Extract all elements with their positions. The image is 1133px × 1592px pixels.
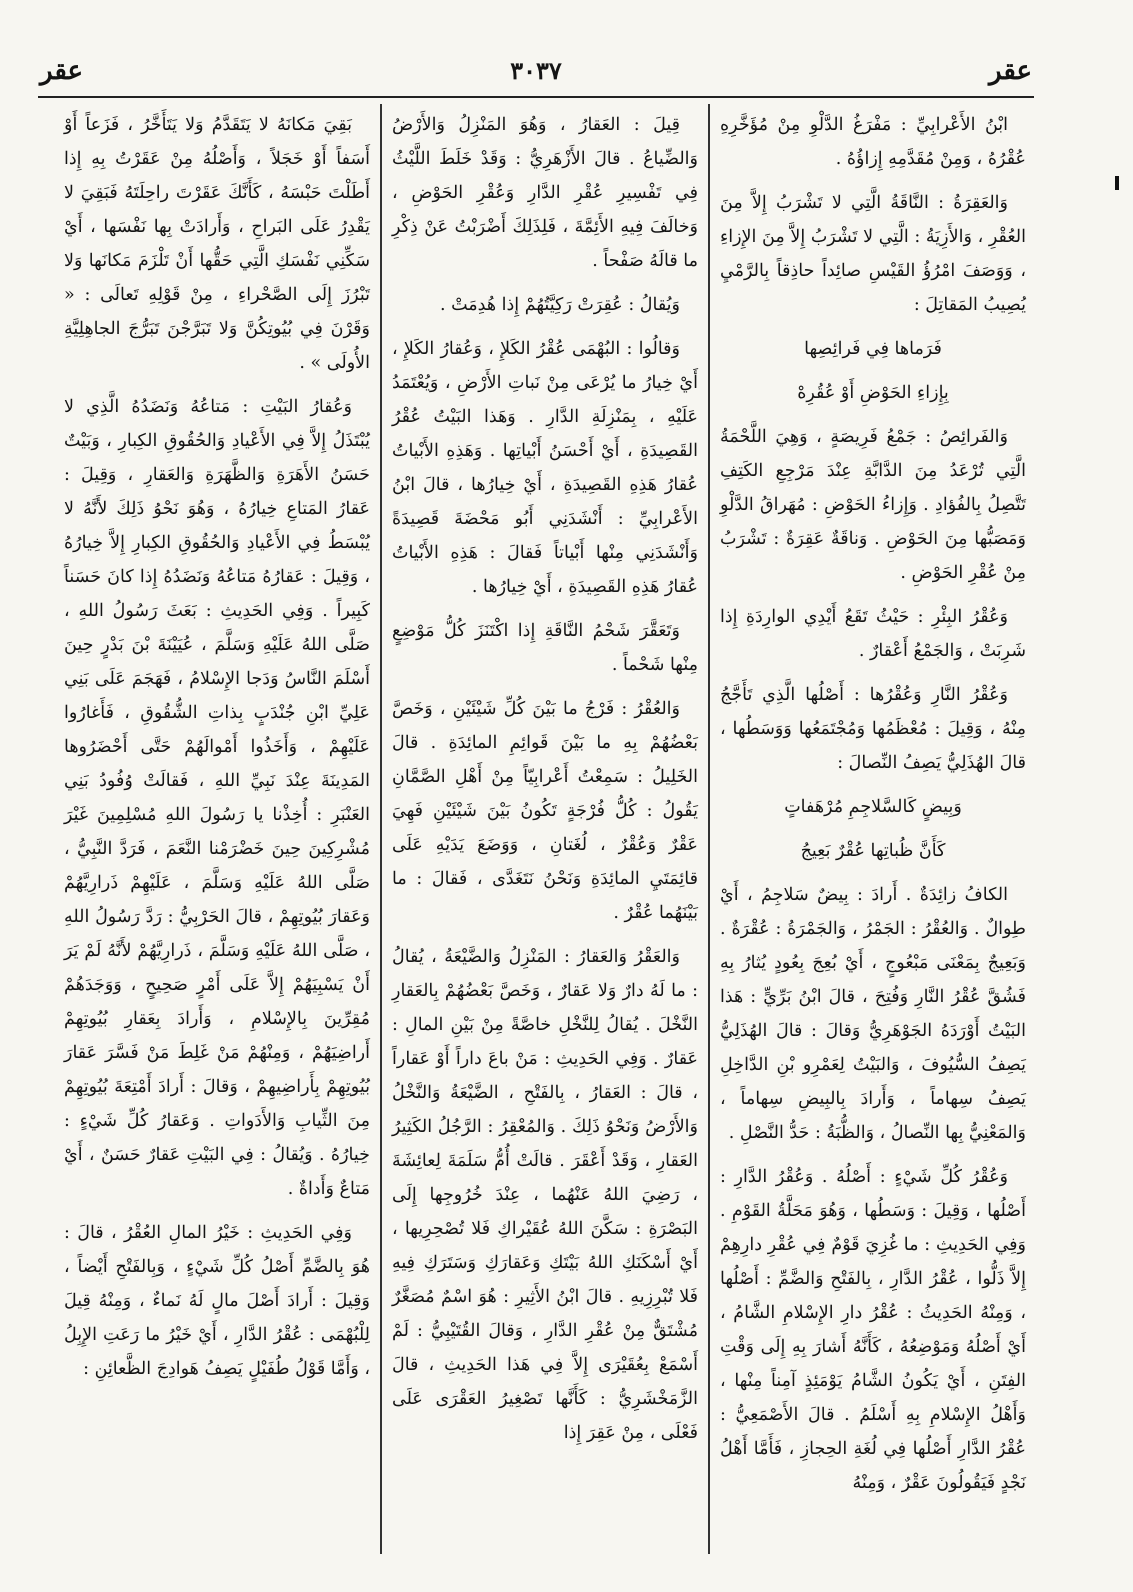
verse-line: بِإِزاءِ الحَوْضِ أَوْ عُقُرِهْ: [797, 383, 949, 403]
paragraph: وَالعَقْرُ وَالعَقارُ : المَنْزِلُ وَالضَّيْعَةُ ، يُقالُ : ما لَهُ دارٌ وَلا عَقارٌ ، وَخَصَّ بَعْضُهُمْ بِالعَقارِ النَّخْلَ . يُقالُ لِلنَّخْلِ خاصَّةً مِنْ بَيْنِ المالِ : عَقارٌ . وَفِي الحَدِيثِ : مَنْ باعَ داراً أَوْ عَقاراً ، قالَ : العَقارُ ، بِالفَتْحِ ، الضَّيْعَةُ وَالنَّخْلُ وَالأَرْضُ وَنَحْوُ ذَلِكَ . وَالمُعْقِرُ : الرَّجُلُ الكَثِيرُ العَقارِ ، وَقَدْ أَعْقَرَ . قالَتْ أُمُّ سَلَمَةَ لِعائِشَةَ ، رَضِيَ اللهُ عَنْهُما ، عِنْدَ خُرُوجِها إِلَى البَصْرَةِ : سَكَّنَ اللهُ عُقَيْراكِ فَلا تُصْحِرِيها ، أَيْ أَسْكَنَكِ اللهُ بَيْتَكِ وَعَقارَكِ وَسَتَرَكِ فِيهِ فَلا تُبْرِزِيهِ . قالَ ابْنُ الأَثِيرِ : هُوَ اسْمٌ مُصَغَّرٌ مُشْتَقٌّ مِنْ عُقْرِ الدَّارِ ، وَقالَ القُتَيْبِيُّ : لَمْ أَسْمَعْ بِعُقَيْرَى إِلاَّ فِي هَذا الحَدِيثِ ، قالَ الزَّمَخْشَرِيُّ : كَأَنَّها تَصْغِيرُ العَقْرَى عَلَى فَعْلَى ، مِنْ عَقِرَ إِذا: [392, 947, 698, 1443]
paragraph: وَالفَرائِصُ : جَمْعُ فَرِيصَةٍ ، وَهِيَ اللَّحْمَةُ الَّتِي تُرْعَدُ مِنَ الدَّابَّةِ عِنْدَ مَرْجِعِ الكَتِفِ تَتَّصِلُ بِالفُؤادِ . وَإِزاءُ الحَوْضِ : مُهَراقُ الدَّلْوِ وَمَصَبُّها مِنَ الحَوْضِ . وَناقَةٌ عَقِرَةٌ : تَشْرَبُ مِنْ عُقْرِ الحَوْضِ .: [720, 427, 1026, 583]
column-divider: [708, 104, 710, 1554]
verse-line: فَرَماها فِي فَرائِصِها: [804, 339, 942, 359]
column-left: [58, 104, 376, 1554]
paragraph: بَقِيَ مَكانَهُ لا يَتَقَدَّمُ وَلا يَتَأَخَّرُ ، فَزَعاً أَوْ أَسَفاً أَوْ خَجَلاً ، وَأَصْلُهُ مِنْ عَقَرْتُ بِهِ إِذا أَطَلْتَ حَبْسَهُ ، كَأَنَّكَ عَقَرْتَ راحِلَتَهُ فَبَقِيَ لا يَقْدِرُ عَلَى البَراحِ ، وَأَرادَتْ بِها نَفْسَها ، أَيْ سَكِّنِي نَفْسَكِ الَّتِي حَقُّها أَنْ تَلْزَمَ مَكانَها وَلا تَبْرُزَ إِلَى الصَّحْراءِ ، مِنْ قَوْلِهِ تَعالَى : « وَقَرْنَ فِي بُيُوتِكُنَّ وَلا تَبَرَّجْنَ تَبَرُّجَ الجاهِلِيَّةِ الأُولَى » .: [64, 115, 370, 373]
paragraph: الكافُ زائِدَةٌ . أَرادَ : بِيضٌ سَلاجِمُ ، أَيْ طِوالٌ . وَالعُقْرُ : الجَمْرُ ، وَالجَمْرَةُ : عُقْرَةٌ . وَبَعِيجٌ بِمَعْنَى مَبْعُوجٍ ، أَيْ بُعِجَ بِعُودٍ يُثارُ بِهِ فَشُقَّ عُقْرُ النَّارِ وَفُتِحَ ، قالَ ابْنُ بَرِّيٍّ : هَذا البَيْتُ أَوْرَدَهُ الجَوْهَرِيُّ وَقالَ : قالَ الهُذَلِيُّ يَصِفُ السُّيُوفَ ، وَالبَيْتُ لِعَمْرِو بْنِ الدَّاخِلِ يَصِفُ سِهاماً ، وَأَرادَ بِالبِيضِ سِهاماً ، وَالمَعْنِيُّ بِها النِّصالُ ، وَالظُّبَةُ : حَدُّ النَّصْلِ .: [720, 885, 1026, 1143]
column-middle: [386, 104, 704, 1554]
paragraph: وَعُقارُ البَيْتِ : مَتاعُهُ وَنَضَدُهُ الَّذِي لا يُبْتَذَلُ إِلاَّ فِي الأَعْيادِ وَالحُقُوقِ الكِبارِ ، وَبَيْتٌ حَسَنُ الأَهَرَةِ وَالظَّهَرَةِ وَالعَقارِ ، وَقِيلَ : عَقارُ المَتاعِ خِيارُهُ ، وَهُوَ نَحْوُ ذَلِكَ لأَنَّهُ لا يُبْسَطُ فِي الأَعْيادِ وَالحُقُوقِ الكِبارِ إِلاَّ خِيارُهُ ، وَقِيلَ : عَقارُهُ مَتاعُهُ وَنَضَدُهُ إِذا كانَ حَسَناً كَبِيراً . وَفِي الحَدِيثِ : بَعَثَ رَسُولُ اللهِ ، صَلَّى اللهُ عَلَيْهِ وَسَلَّمَ ، عُيَيْنَةَ بْنَ بَدْرٍ حِينَ أَسْلَمَ النَّاسُ وَدَجا الإِسْلامُ ، فَهَجَمَ عَلَى بَنِي عَلِيِّ ابْنِ جُنْدَبٍ بِذاتِ الشُّقُوقِ ، فَأَغارُوا عَلَيْهِمْ ، وَأَخَذُوا أَمْوالَهُمْ حَتَّى أَحْضَرُوها المَدِينَةَ عِنْدَ نَبِيِّ اللهِ ، فَقالَتْ وُفُودُ بَنِي العَنْبَرِ : أُخِذْنا يا رَسُولَ اللهِ مُسْلِمِينَ غَيْرَ مُشْرِكِينَ حِينَ خَضْرَمْنا النَّعَمَ ، فَرَدَّ النَّبِيُّ ، صَلَّى اللهُ عَلَيْهِ وَسَلَّمَ ، عَلَيْهِمْ ذَرارِيَّهُمْ وَعَقارَ بُيُوتِهِمْ ، قالَ الحَرْبِيُّ : رَدَّ رَسُولُ اللهِ ، صَلَّى اللهُ عَلَيْهِ وَسَلَّمَ ، ذَرارِيَّهُمْ لأَنَّهُ لَمْ يَرَ أَنْ يَسْبِيَهُمْ إِلاَّ عَلَى أَمْرٍ صَحِيحٍ ، وَوَجَدَهُمْ مُقِرِّينَ بِالإِسْلامِ ، وَأَرادَ بِعَقارِ بُيُوتِهِمْ أَراضِيَهُمْ ، وَمِنْهُمْ مَنْ غَلِطَ مَنْ فَسَّرَ عَقارَ بُيُوتِهِمْ بِأَراضِيهِمْ ، وَقالَ : أَرادَ أَمْتِعَةَ بُيُوتِهِمْ مِنَ الثِّيابِ وَالأَدَواتِ . وَعَقارُ كُلِّ شَيْءٍ : خِيارُهُ . وَيُقالُ : فِي البَيْتِ عَقارٌ حَسَنٌ ، أَيْ مَتاعٌ وَأَداةٌ .: [64, 397, 370, 1199]
header-headword-right: عقر: [988, 56, 1032, 86]
paragraph: وَعُقْرُ البِئْرِ : حَيْثُ تَقَعُ أَيْدِي الوارِدَةِ إِذا شَرِبَتْ ، وَالجَمْعُ أَعْقارٌ .: [720, 607, 1026, 661]
page-number: ٣٠٣٧: [510, 56, 562, 85]
paragraph: وَعُقْرُ النَّارِ وَعُقْرُها : أَصْلُها الَّذِي تَأَجَّجُ مِنْهُ ، وَقِيلَ : مُعْظَمُها وَمُجْتَمَعُها وَوَسَطُها ، قالَ الهُذَلِيُّ يَصِفُ النِّصالَ :: [720, 685, 1026, 773]
verse-line: وَبِيضٍ كَالسَّلاجِمِ مُرْهَفاتٍ: [784, 797, 962, 817]
header-rule: [38, 96, 1034, 98]
paragraph: وَتَعَقَّرَ شَحْمُ النَّاقَةِ إِذا اكْتَنَزَ كُلُّ مَوْضِعٍ مِنْها شَحْماً .: [392, 621, 698, 675]
paragraph: وَعُقْرُ كُلِّ شَيْءٍ : أَصْلُهُ . وَعُقْرُ الدَّارِ : أَصْلُها ، وَقِيلَ : وَسَطُها ، وَهُوَ مَحَلَّةُ القَوْمِ . وَفِي الحَدِيثِ : ما غُزِيَ قَوْمٌ فِي عُقْرِ دارِهِمْ إِلاَّ ذَلُّوا ، عُقْرُ الدَّارِ ، بِالفَتْحِ وَالضَّمِّ : أَصْلُها ، وَمِنْهُ الحَدِيثُ : عُقْرُ دارِ الإِسْلامِ الشَّامُ ، أَيْ أَصْلُهُ وَمَوْضِعُهُ ، كَأَنَّهُ أَشارَ بِهِ إِلَى وَقْتِ الفِتَنِ ، أَيْ يَكُونُ الشَّامُ يَوْمَئِذٍ آمِناً مِنْها ، وَأَهْلُ الإِسْلامِ بِهِ أَسْلَمُ . قالَ الأَصْمَعِيُّ : عُقْرُ الدَّارِ أَصْلُها فِي لُغَةِ الحِجازِ ، فَأَمَّا أَهْلُ نَجْدٍ فَيَقُولُونَ عَقْرٌ ، وَمِنْهُ: [720, 1167, 1026, 1493]
paragraph: وَالعُقْرُ : فَرْجُ ما بَيْنَ كُلِّ شَيْئَيْنِ ، وَخَصَّ بَعْضُهُمْ بِهِ ما بَيْنَ قَوائِمِ المائِدَةِ . قالَ الخَلِيلُ : سَمِعْتُ أَعْرابِيّاً مِنْ أَهْلِ الصَّمَّانِ يَقُولُ : كُلُّ فُرْجَةٍ تَكُونُ بَيْنَ شَيْئَيْنِ فَهِيَ عَقْرٌ وَعُقْرٌ ، لُغَتانِ ، وَوَضَعَ يَدَيْهِ عَلَى قائِمَتَيِ المائِدَةِ وَنَحْنُ نَتَغَدَّى ، فَقالَ : ما بَيْنَهُما عُقْرٌ .: [392, 699, 698, 923]
header-headword-left: عقر: [40, 56, 84, 86]
text-columns: [40, 104, 1032, 1554]
paragraph: ابْنُ الأَعْرابِيِّ : مَفْرَغُ الدَّلْوِ مِنْ مُؤَخَّرِهِ عُقْرُهُ ، وَمِنْ مُقَدَّمِهِ إِزاؤُهُ .: [720, 115, 1026, 169]
paragraph: وَفِي الحَدِيثِ : خَيْرُ المالِ العُقْرُ ، قالَ : هُوَ بِالضَّمِّ أَصْلُ كُلِّ شَيْءٍ ، وَبِالفَتْحِ أَيْضاً ، وَقِيلَ : أَرادَ أَصْلَ مالٍ لَهُ نَماءٌ ، وَمِنْهُ قِيلَ لِلْبُهْمَى : عُقْرُ الدَّارِ ، أَيْ خَيْرُ ما رَعَتِ الإِبِلُ ، وَأَمَّا قَوْلُ طُفَيْلٍ يَصِفُ هَوادِجَ الظَّعائِنِ :: [64, 1223, 370, 1379]
margin-mark: [1115, 176, 1119, 190]
column-right: [714, 104, 1032, 1554]
page-header: [40, 52, 1032, 96]
paragraph: قِيلَ : العَقارُ ، وَهُوَ المَنْزِلُ وَالأَرْضُ وَالضِّياعُ . قالَ الأَزْهَرِيُّ : وَقَدْ خَلَطَ اللَّيْثُ فِي تَفْسِيرِ عُقْرِ الدَّارِ وَعُقْرِ الحَوْضِ ، وَخالَفَ فِيهِ الأَئِمَّةَ ، فَلِذَلِكَ أَضْرَبْتُ عَنْ ذِكْرِ ما قالَهُ صَفْحاً .: [392, 115, 698, 271]
paragraph: وَيُقالُ : عُقِرَتْ رَكِيَّتُهُمْ إِذا هُدِمَتْ .: [439, 295, 680, 315]
paragraph: وَقالُوا : البُهْمَى عُقْرُ الكَلإِ ، وَعُقارُ الكَلإِ ، أَيْ خِيارُ ما يُرْعَى مِنْ نَباتِ الأَرْضِ ، وَيُعْتَمَدُ عَلَيْهِ ، بِمَنْزِلَةِ الدَّارِ . وَهَذا البَيْتُ عُقْرُ القَصِيدَةِ ، أَيْ أَحْسَنُ أَبْياتِها . وَهَذِهِ الأَبْياتُ عُقارُ هَذِهِ القَصِيدَةِ ، أَيْ خِيارُها ، قالَ ابْنُ الأَعْرابِيِّ : أَنْشَدَنِي أَبُو مَحْضَةَ قَصِيدَةً وَأَنْشَدَنِي مِنْها أَبْياتاً فَقالَ : هَذِهِ الأَبْياتُ عُقارُ هَذِهِ القَصِيدَةِ ، أَيْ خِيارُها .: [392, 339, 698, 597]
paragraph: وَالعَقِرَةُ : النَّاقَةُ الَّتِي لا تَشْرَبُ إِلاَّ مِنَ العُقْرِ ، وَالأَزِيَةُ : الَّتِي لا تَشْرَبُ إِلاَّ مِنَ الإِزاءِ ، وَوَصَفَ امْرُؤُ القَيْسِ صائِداً حاذِقاً بِالرَّمْيِ يُصِيبُ المَقاتِلَ :: [720, 193, 1026, 315]
column-divider: [380, 104, 382, 1554]
verse-line: كَأَنَّ ظُباتِها عُقْرٌ بَعِيجُ: [800, 841, 946, 861]
